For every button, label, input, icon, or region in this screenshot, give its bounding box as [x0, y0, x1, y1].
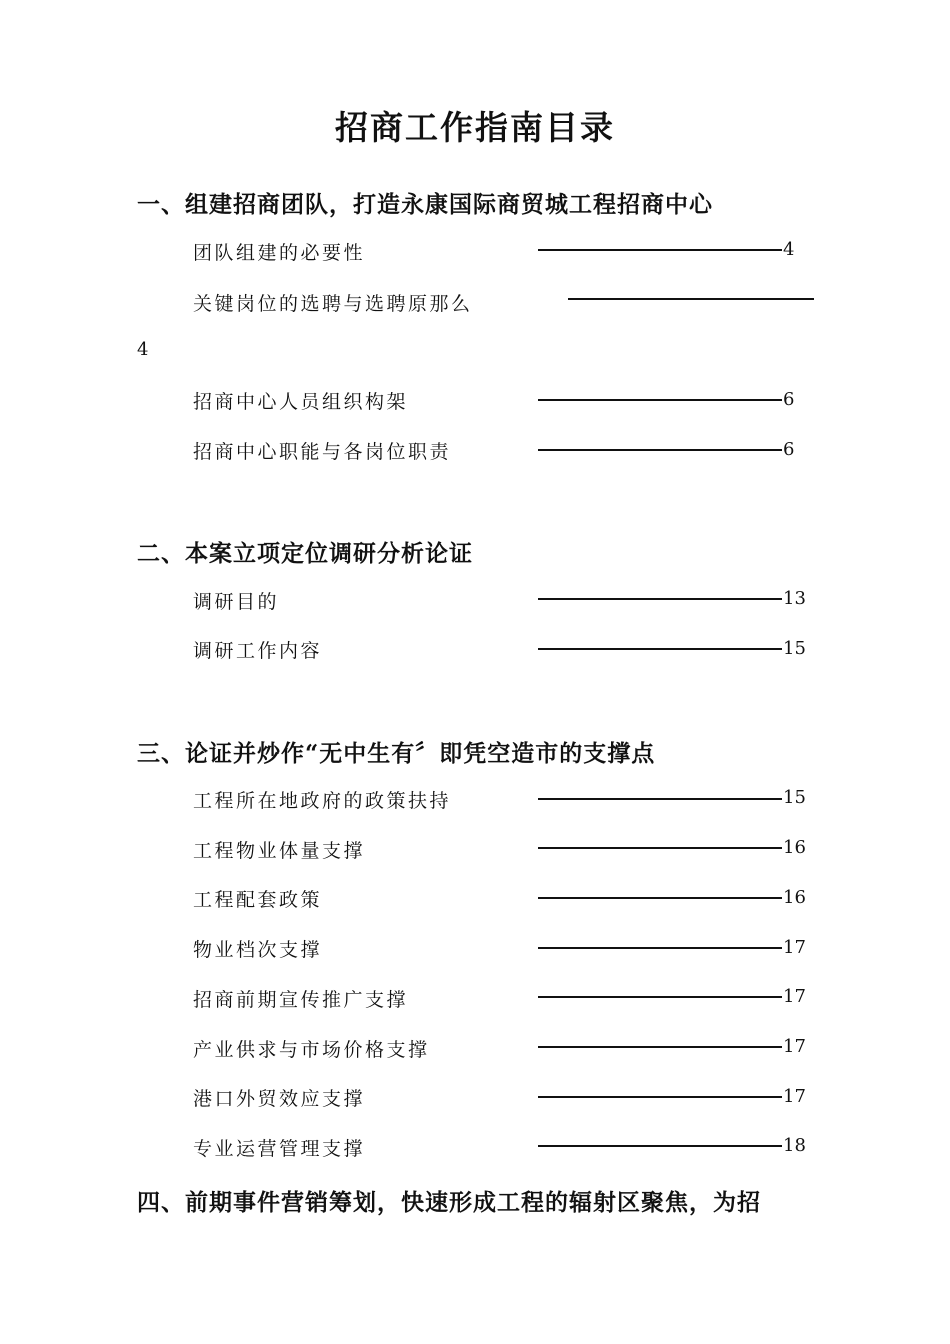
toc-entry-label: 港口外贸效应支撑: [193, 1088, 366, 1110]
toc-entry-label: 招商中心职能与各岗位职责: [193, 441, 452, 463]
toc-leader-line: [538, 996, 782, 998]
toc-entry-page: 13: [783, 588, 806, 609]
toc-entry-label: 关键岗位的选聘与选聘原那么: [193, 293, 473, 315]
toc-entry-page: 6: [783, 389, 795, 410]
toc-leader-line: [538, 598, 782, 600]
toc-leader-line: [538, 847, 782, 849]
toc-leader-line: [538, 449, 782, 451]
toc-entry-label: 调研目的: [193, 591, 280, 613]
section-heading-1: 一、组建招商团队，打造永康国际商贸城工程招商中心: [137, 191, 713, 218]
toc-entry-page: 4: [137, 339, 149, 360]
toc-leader-line: [538, 648, 782, 650]
toc-entry-label: 产业供求与市场价格支撑: [193, 1039, 430, 1061]
toc-entry-label: 工程所在地政府的政策扶持: [193, 790, 452, 812]
toc-entry-page: 16: [783, 887, 806, 908]
section-heading-2: 二、本案立项定位调研分析论证: [137, 540, 473, 567]
toc-entry-page: 15: [783, 787, 806, 808]
toc-leader-line: [538, 1096, 782, 1098]
toc-entry-page: 17: [783, 986, 806, 1007]
toc-leader-line: [538, 249, 782, 251]
toc-leader-line: [538, 399, 782, 401]
toc-leader-line: [538, 947, 782, 949]
toc-entry-page: 15: [783, 638, 806, 659]
toc-entry-label: 调研工作内容: [193, 640, 323, 662]
toc-entry-label: 招商中心人员组织构架: [193, 391, 409, 413]
toc-entry-label: 工程配套政策: [193, 889, 323, 911]
toc-leader-line: [538, 1046, 782, 1048]
toc-entry-label: 招商前期宣传推广支撑: [193, 989, 409, 1011]
toc-entry-page: 17: [783, 1086, 806, 1107]
toc-entry-page: 17: [783, 937, 806, 958]
toc-entry-page: 16: [783, 837, 806, 858]
section-heading-3: 三、论证并炒作“无中生有〞即凭空造市的支撑点: [137, 740, 656, 767]
toc-entry-page: 4: [783, 239, 795, 260]
toc-entry-label: 专业运营管理支撑: [193, 1138, 366, 1160]
toc-entry-label: 团队组建的必要性: [193, 242, 366, 264]
toc-entry-page: 6: [783, 439, 795, 460]
toc-leader-line: [538, 1145, 782, 1147]
toc-leader-line: [538, 897, 782, 899]
toc-leader-line: [538, 798, 782, 800]
toc-entry-page: 18: [783, 1135, 806, 1156]
toc-entry-page: 17: [783, 1036, 806, 1057]
toc-entry-label: 物业档次支撑: [193, 939, 323, 961]
document-title: 招商工作指南目录: [335, 108, 615, 147]
toc-entry-label: 工程物业体量支撑: [193, 840, 366, 862]
toc-leader-line: [568, 298, 814, 300]
section-heading-4: 四、前期事件营销筹划，快速形成工程的辐射区聚焦，为招: [137, 1189, 761, 1216]
